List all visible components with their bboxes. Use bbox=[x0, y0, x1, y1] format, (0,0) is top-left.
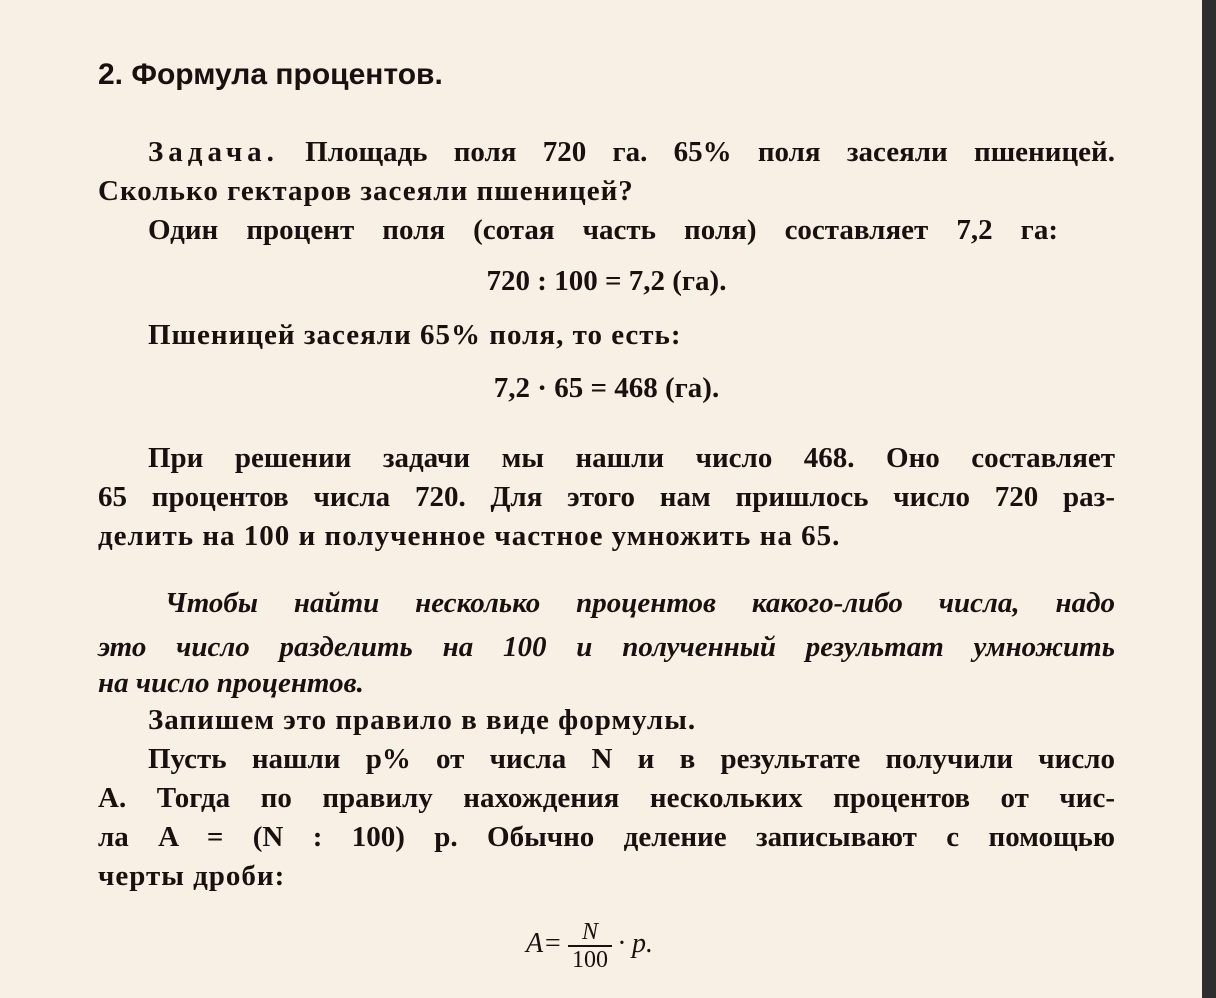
problem-line-3: Один процент поля (сотая часть поля) составляет 7,2 га: bbox=[148, 214, 1058, 246]
explanation-line-3: делить на 100 и полученное частное умножить на 65. bbox=[98, 520, 841, 552]
problem-line-1 bbox=[148, 133, 1115, 171]
formula-text-line-4: ла A = (N : 100) p. Обычно деление записывают с помощью bbox=[98, 821, 1115, 853]
final-formula bbox=[526, 914, 726, 974]
equation-1: 720 : 100 = 7,2 (га). bbox=[486, 265, 727, 297]
formula-rhs: · p. bbox=[618, 928, 653, 959]
section-heading: 2. Формула процентов. bbox=[98, 58, 443, 91]
formula-text-line-5: черты дроби: bbox=[98, 860, 286, 892]
problem-label: Задача. bbox=[148, 136, 279, 168]
problem-line-1-text: Площадь поля 720 га. 65% поля засеяли пшеницей. bbox=[305, 136, 1116, 168]
formula-fraction bbox=[568, 919, 612, 973]
rule-line-2: это число разделить на 100 и полученный результат умножить bbox=[98, 631, 1115, 663]
equation-2: 7,2 · 65 = 468 (га). bbox=[493, 372, 720, 404]
formula-denominator: 100 bbox=[572, 946, 608, 973]
formula-intro-line: Запишем это правило в виде формулы. bbox=[148, 704, 697, 736]
explanation-line-2: 65 процентов числа 720. Для этого нам пришлось число 720 раз- bbox=[98, 481, 1115, 513]
problem-line-4: Пшеницей засеяли 65% поля, то есть: bbox=[148, 319, 682, 351]
formula-lhs: A= bbox=[526, 928, 562, 959]
rule-line-3: на число процентов. bbox=[98, 667, 364, 699]
formula-text-line-2: Пусть нашли p% от числа N и в результате получили число bbox=[148, 743, 1115, 775]
explanation-line-1: При решении задачи мы нашли число 468. Оно составляет bbox=[148, 442, 1115, 474]
rule-line-1: Чтобы найти несколько процентов какого-либо числа, надо bbox=[165, 587, 1115, 619]
problem-line-2: Сколько гектаров засеяли пшеницей? bbox=[98, 175, 634, 207]
formula-text-line-3: A. Тогда по правилу нахождения нескольких процентов от чис- bbox=[98, 782, 1115, 814]
formula-numerator: N bbox=[568, 919, 612, 947]
